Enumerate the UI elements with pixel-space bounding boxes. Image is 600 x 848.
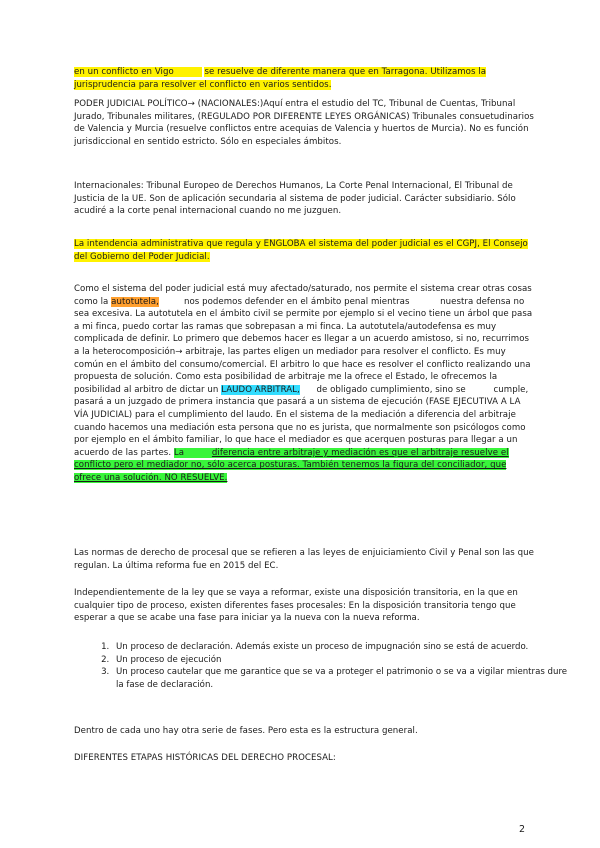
highlight-autotutela: autotutela, [111,296,159,307]
highlight-jurisprudencia: se resuelve de diferente manera que en Tarragona. Utilizamos la jurisprudencia para resolver el conflicto en varios sentidos. [74,67,487,90]
paragraph-jurisprudencia [74,66,534,91]
autotutela-text-2: nos podemos defender en el ámbito penal mientras [183,296,410,307]
highlight-diferencia-arbitraje-mediacion: diferencia entre arbitraje y mediación es que el arbitraje resuelve el conflicto pero el mediador no, sólo acerca posturas. También tenemos la figura del conciliador, que ofrece una solución. NO RESUELVE. [74,447,509,483]
highlight-vigo: en un conflicto en Vigo [74,67,174,77]
list-item: 2. Un proceso de ejecución [112,654,572,667]
paragraph-internacionales: Internacionales: Tribunal Europeo de Derechos Humanos, La Corte Penal Internacional, El Tribunal de Justicia de la UE. Son de aplicación secundaria al sistema de poder judicial. Carácter subsidiario. Sólo acudiré a la corte penal internacional cuando no me juzguen. [74,181,516,217]
highlight-laudo-arbitral: LAUDO ARBITRAL, [221,384,300,395]
paragraph-cgpj [74,238,534,263]
list-item: 3. Un proceso cautelar que me garantice que se va a proteger el patrimonio o se va a vigilar mientras dure la fase de declaración. [112,666,572,691]
paragraph-disposicion-transitoria: Independientemente de la ley que se vaya a reformar, existe una disposición transitoria, en la que en cualquier tipo de proceso, existen diferentes fases procesales: En la disposición transitoria tengo que esperar a que se acabe una fase para iniciar ya la nueva con la nueva reforma. [74,588,518,624]
page-number: 2 [518,824,525,835]
highlight-gap [174,67,202,77]
autotutela-intro: Como el sistema del poder judicial está muy afectado/saturado, nos permite el sistema crear otras cosas como la [74,284,532,307]
highlight-diferencia-la: La [173,447,185,458]
procesos-list [74,641,572,691]
paragraph-autotutela [74,283,534,485]
paragraph-poder-judicial-politico: PODER JUDICIAL POLÍTICO→ (NACIONALES:)Aquí entra el estudio del TC, Tribunal de Cuentas, Tribunal Jurado, Tribunales militares, (REGULADO POR DIFERENTE LEYES ORGÁNICAS) Tribunales consuetudinarios de Valencia y Murcia (resuelve conflictos entre acequias de Valencia y huertos de Murcia). No es función jurisdiccional en sentido estricto. Sólo en especiales ámbitos. [74,99,534,147]
autotutela-text-3: nuestra defensa no sea excesiva. La autotutela en el ámbito civil se permite por ejemplo si el vecino tiene un árbol que pasa a mi finca, puedo cortar las ramas que sobrepasan a mi finca. La autotutela/autodefensa es muy complicada de definir. Lo primero que debemos hacer es llegar a un acuerdo amistoso, si no, recurrimos a la heterocomposición→ arbitraje, las partes eligen un mediador para resolver el conflicto. Es muy común en el ámbito del consumo/comercial. El arbitro lo que hace es resolver el conflicto realizando una propuesta de solución. Como esta posibilidad de arbitraje me la ofrece el Estado, le ofrecemos la posibilidad al arbitro de dictar un [74,296,533,395]
autotutela-text-4: de obligado cumplimiento, sino se [316,384,466,395]
paragraph-normas-procesal: Las normas de derecho de procesal que se refieren a las leyes de enjuiciamiento Civil y Penal son las que regulan. La última reforma fue en 2015 del EC. [74,548,534,571]
paragraph-estructura-general: Dentro de cada uno hay otra serie de fases. Pero esta es la estructura general. [74,726,418,736]
section-heading-etapas: DIFERENTES ETAPAS HISTÓRICAS DEL DERECHO PROCESAL: [74,753,336,763]
highlight-spacer [184,448,212,458]
list-item: 1. Un proceso de declaración. Además existe un proceso de impugnación sino se está de acuerdo. [112,641,572,654]
autotutela-text-5: cumple, pasará a un juzgado de primera instancia que pasará a un sistema de ejecución (FASE EJECUTIVA A LA VÍA JUDICIAL) para el cumplimiento del laudo. En el sistema de la mediación a diferencia del arbitraje cuando hacemos una mediación esta persona que no es jurista, que normalmente son psicólogos como por ejemplo en el ámbito familiar, lo que hace el mediador es que acerquen posturas para llegar a un acuerdo de las partes. [74,384,529,458]
highlight-cgpj: La intendencia administrativa que regula y ENGLOBA el sistema del poder judicial es el CGPJ, El Consejo del Gobierno del Poder Judicial. [74,239,528,262]
